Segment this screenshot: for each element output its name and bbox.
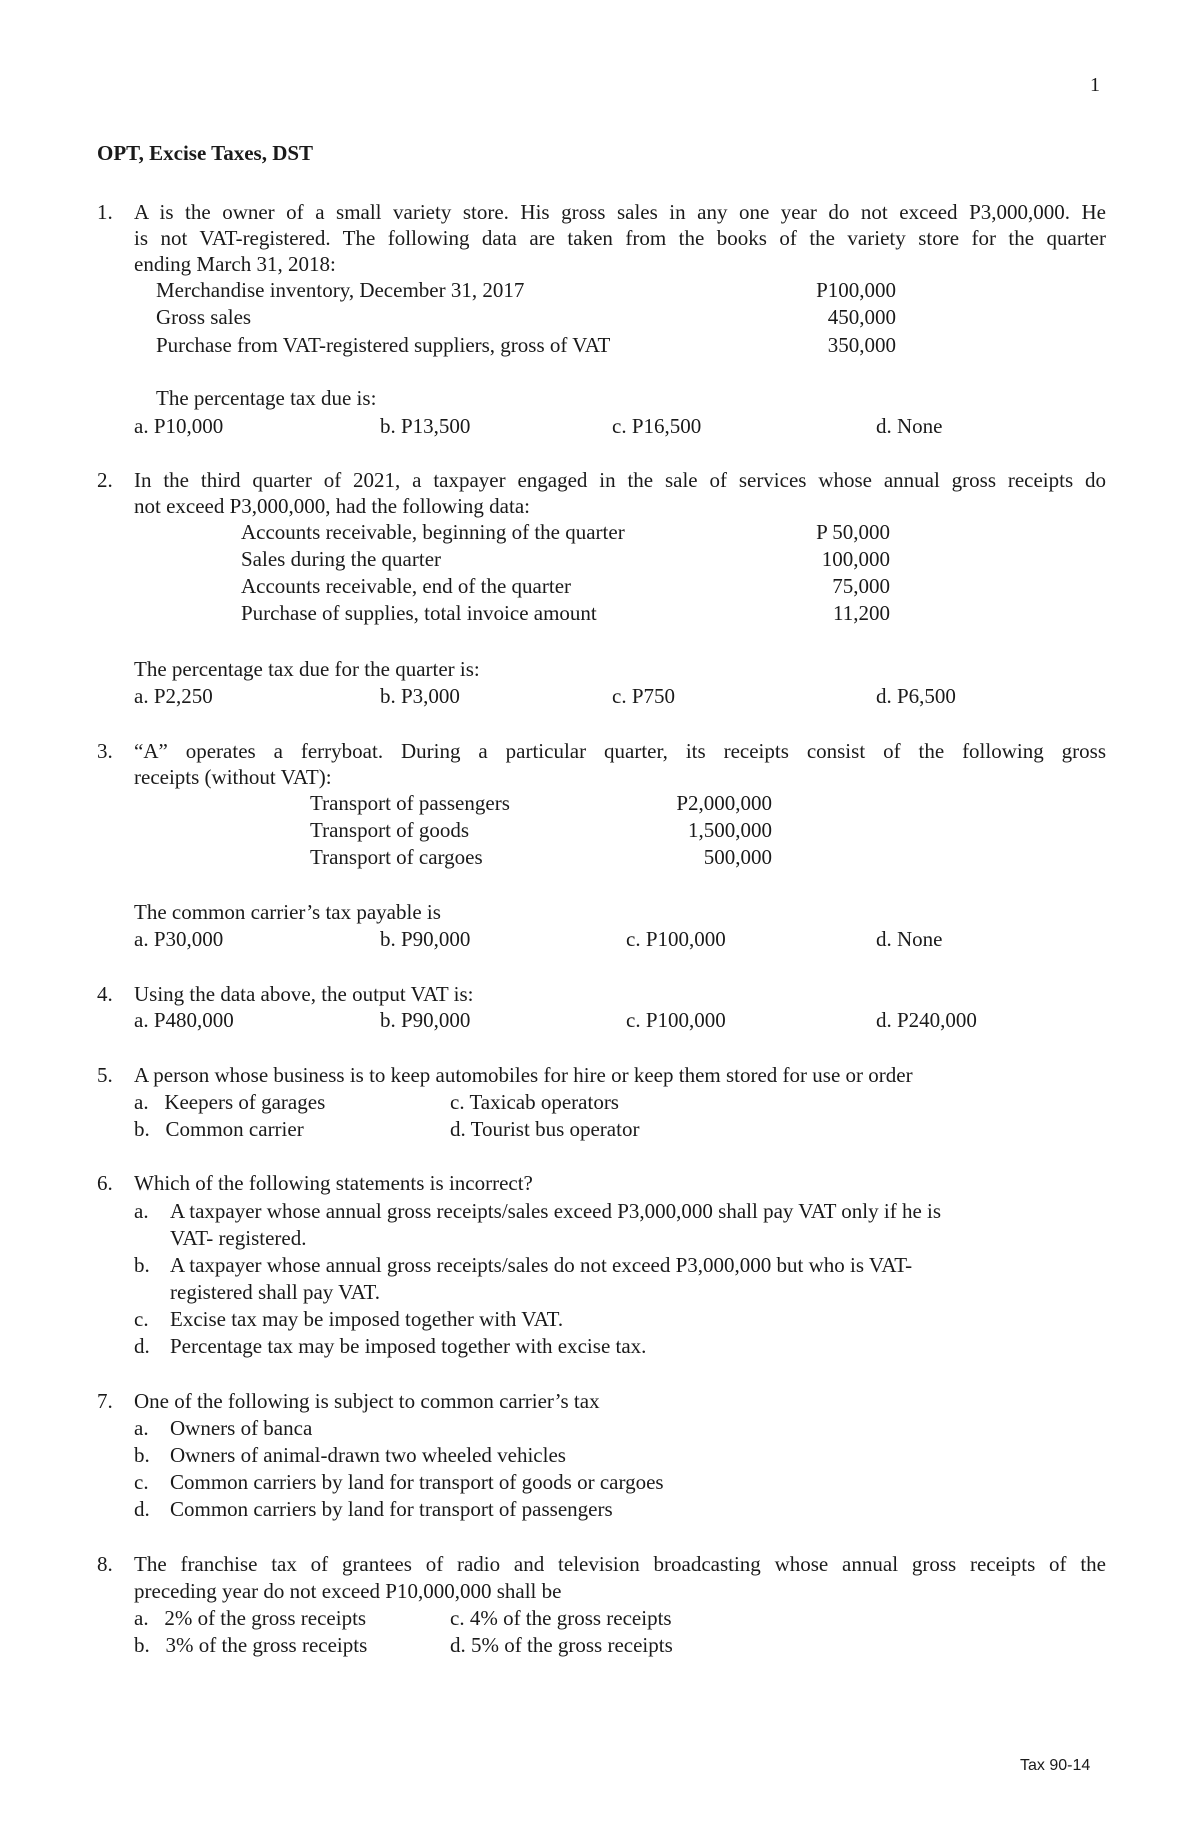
- option-text: VAT- registered.: [170, 1226, 307, 1250]
- question-text-line: A is the owner of a small variety store. His gross sales in any one year do not exceed P3,000,000. He: [134, 200, 1106, 224]
- data-row-label: Accounts receivable, beginning of the quarter: [241, 520, 625, 544]
- question-prompt: The percentage tax due is:: [156, 386, 377, 410]
- option-letter: c.: [134, 1307, 149, 1331]
- question-text-line: A person whose business is to keep automobiles for hire or keep them stored for use or order: [134, 1063, 913, 1087]
- question-prompt: The percentage tax due for the quarter is:: [134, 657, 480, 681]
- option-text: Percentage tax may be imposed together with excise tax.: [170, 1334, 647, 1358]
- option-text: A taxpayer whose annual gross receipts/sales do not exceed P3,000,000 but who is VAT-: [170, 1253, 913, 1277]
- choice-d: d. None: [876, 927, 943, 951]
- question-prompt: The common carrier’s tax payable is: [134, 900, 441, 924]
- data-row-value: 450,000: [827, 305, 896, 329]
- data-row-value: P100,000: [816, 278, 896, 302]
- option-letter: d.: [134, 1334, 150, 1358]
- data-row-value: P 50,000: [816, 520, 890, 544]
- question-number: 4.: [97, 982, 113, 1006]
- option-letter: b.: [134, 1443, 150, 1467]
- choice-d: d. None: [876, 414, 943, 438]
- question-number: 3.: [97, 739, 113, 763]
- page-number: 1: [1090, 74, 1100, 96]
- option-letter: d.: [134, 1497, 150, 1521]
- choice-a: a. P480,000: [134, 1008, 234, 1032]
- data-row-label: Purchase from VAT-registered suppliers, gross of VAT: [156, 333, 611, 357]
- data-row-label: Purchase of supplies, total invoice amount: [241, 601, 597, 625]
- option-text: Excise tax may be imposed together with VAT.: [170, 1307, 564, 1331]
- choice-c: c. Taxicab operators: [450, 1090, 619, 1114]
- choice-b: b. P90,000: [380, 1008, 471, 1032]
- choice-d: d. 5% of the gross receipts: [450, 1633, 673, 1657]
- option-text: registered shall pay VAT.: [170, 1280, 380, 1304]
- choice-c: c. P16,500: [612, 414, 702, 438]
- data-row-label: Transport of cargoes: [310, 845, 483, 869]
- choice-d: d. P6,500: [876, 684, 956, 708]
- option-text: Owners of animal-drawn two wheeled vehicles: [170, 1443, 566, 1467]
- option-letter: a.: [134, 1199, 149, 1223]
- question-text-line: In the third quarter of 2021, a taxpayer engaged in the sale of services whose annual gross receipts do: [134, 468, 1106, 492]
- data-row-label: Transport of passengers: [310, 791, 510, 815]
- question-text-line: “A” operates a ferryboat. During a particular quarter, its receipts consist of the following gross: [134, 739, 1106, 763]
- question-text-line: receipts (without VAT):: [134, 765, 332, 789]
- data-row-value: 100,000: [821, 547, 890, 571]
- question-number: 8.: [97, 1552, 113, 1576]
- data-row-value: 1,500,000: [688, 818, 772, 842]
- question-number: 5.: [97, 1063, 113, 1087]
- question-number: 1.: [97, 200, 113, 224]
- option-letter: a.: [134, 1416, 149, 1440]
- choice-b: b. P13,500: [380, 414, 471, 438]
- option-text: Common carriers by land for transport of goods or cargoes: [170, 1470, 664, 1494]
- option-text: A taxpayer whose annual gross receipts/sales exceed P3,000,000 shall pay VAT only if he is: [170, 1199, 942, 1223]
- page-footer: Tax 90-14: [1020, 1757, 1091, 1774]
- data-row-value: 75,000: [832, 574, 890, 598]
- data-row-label: Accounts receivable, end of the quarter: [241, 574, 572, 598]
- option-letter: b.: [134, 1253, 150, 1277]
- question-text-line: One of the following is subject to common carrier’s tax: [134, 1389, 600, 1413]
- question-text-line: The franchise tax of grantees of radio and television broadcasting whose annual gross receipts of the: [134, 1552, 1106, 1576]
- choice-c: c. P750: [612, 684, 675, 708]
- choice-a: a. P30,000: [134, 927, 224, 951]
- question-text-line: is not VAT-registered. The following data are taken from the books of the variety store for the quarter: [134, 226, 1106, 250]
- choice-c: c. P100,000: [626, 927, 726, 951]
- data-row-value: 500,000: [703, 845, 772, 869]
- question-text-line: ending March 31, 2018:: [134, 252, 336, 276]
- choice-b: b. P90,000: [380, 927, 471, 951]
- choice-b: b. 3% of the gross receipts: [134, 1633, 368, 1657]
- choice-d: d. P240,000: [876, 1008, 977, 1032]
- data-row-label: Gross sales: [156, 305, 252, 329]
- choice-d: d. Tourist bus operator: [450, 1117, 640, 1141]
- data-row-label: Sales during the quarter: [241, 547, 442, 571]
- choice-a: a. P10,000: [134, 414, 224, 438]
- choice-c: c. 4% of the gross receipts: [450, 1606, 672, 1630]
- page-title: OPT, Excise Taxes, DST: [97, 141, 314, 165]
- question-text-line: Using the data above, the output VAT is:: [134, 982, 474, 1006]
- data-row-value: 11,200: [833, 601, 890, 625]
- option-text: Owners of banca: [170, 1416, 313, 1440]
- question-number: 2.: [97, 468, 113, 492]
- choice-b: b. P3,000: [380, 684, 460, 708]
- choice-a: a. P2,250: [134, 684, 213, 708]
- question-number: 6.: [97, 1171, 113, 1195]
- option-letter: c.: [134, 1470, 149, 1494]
- data-row-value: P2,000,000: [676, 791, 772, 815]
- question-text-line: preceding year do not exceed P10,000,000 shall be: [134, 1579, 562, 1603]
- data-row-label: Transport of goods: [310, 818, 470, 842]
- choice-c: c. P100,000: [626, 1008, 726, 1032]
- question-number: 7.: [97, 1389, 113, 1413]
- choice-a: a. 2% of the gross receipts: [134, 1606, 367, 1630]
- choice-a: a. Keepers of garages: [134, 1090, 326, 1114]
- option-text: Common carriers by land for transport of passengers: [170, 1497, 613, 1521]
- data-row-label: Merchandise inventory, December 31, 2017: [156, 278, 525, 302]
- choice-b: b. Common carrier: [134, 1117, 304, 1141]
- question-text-line: not exceed P3,000,000, had the following data:: [134, 494, 530, 518]
- data-row-value: 350,000: [827, 333, 896, 357]
- question-text-line: Which of the following statements is incorrect?: [134, 1171, 533, 1195]
